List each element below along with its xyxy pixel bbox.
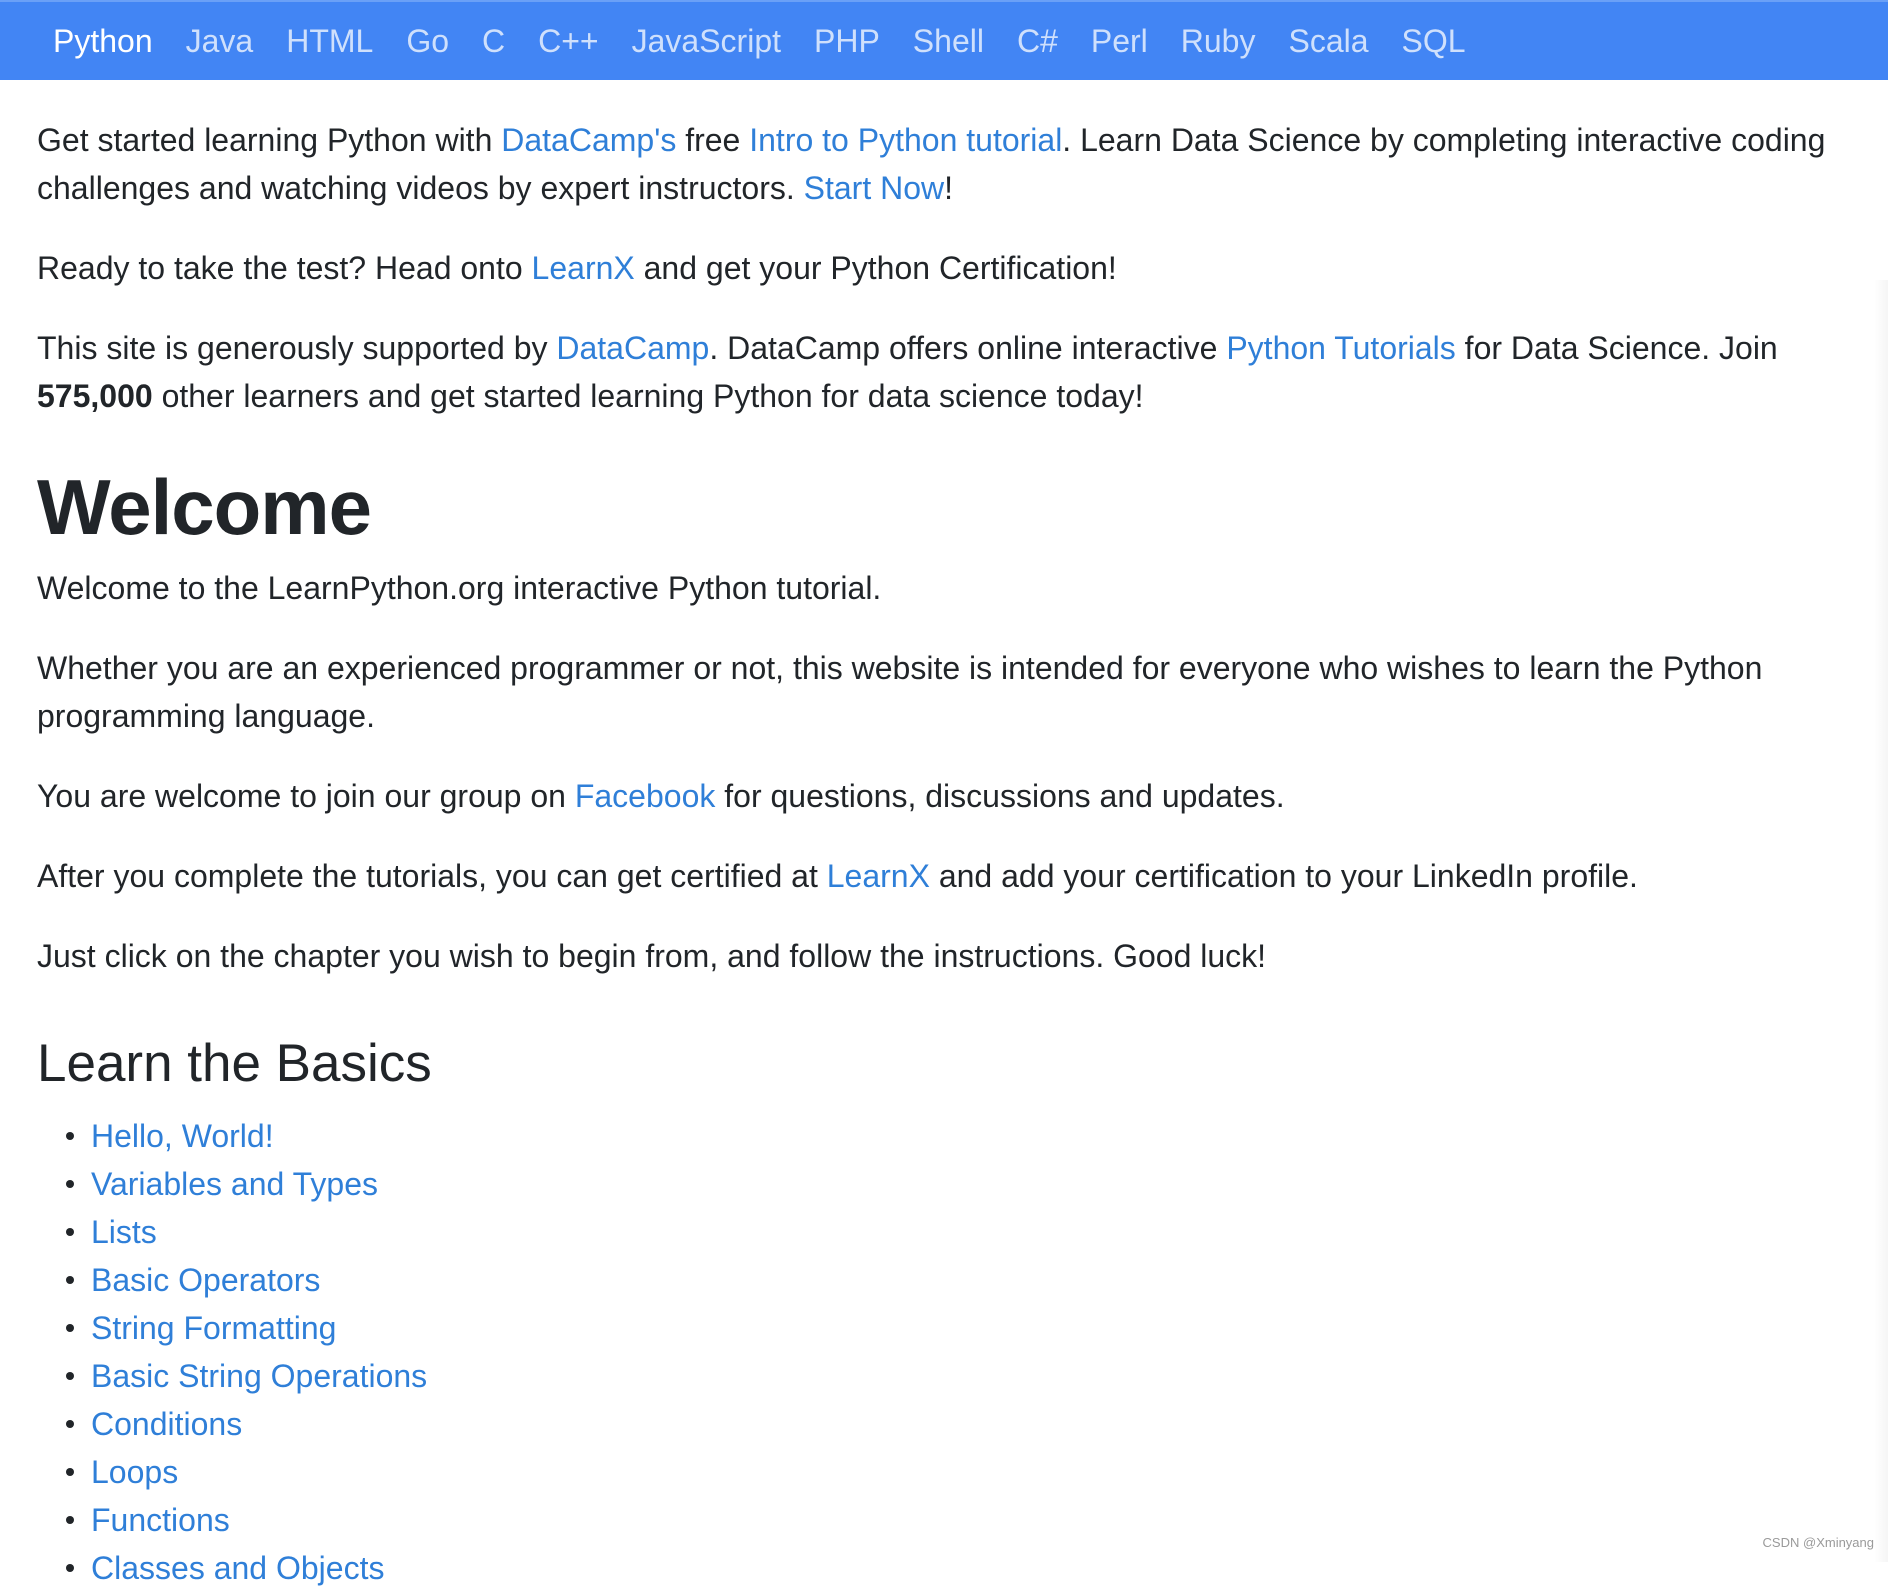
chapter-link-classes-and-objects[interactable]: Classes and Objects xyxy=(91,1550,385,1586)
top-navbar xyxy=(0,0,1888,80)
nav-item-csharp[interactable]: C# xyxy=(1016,22,1058,59)
bullet-icon xyxy=(66,1468,74,1476)
list-item xyxy=(91,1448,1867,1496)
facebook-paragraph: You are welcome to join our group on Facebook for questions, discussions and updates. xyxy=(37,778,1285,814)
bullet-icon xyxy=(66,1516,74,1524)
nav-item-scala[interactable]: Scala xyxy=(1288,22,1369,59)
list-item xyxy=(91,1208,1867,1256)
intro-paragraph-datacamp: Get started learning Python with DataCamp's free Intro to Python tutorial. Learn Data Science by completing interactive coding challenges and watching videos by expert instructors. Start Now! xyxy=(37,122,1826,206)
list-item xyxy=(91,1544,1867,1592)
instructions-paragraph: Just click on the chapter you wish to begin from, and follow the instructions. Good luck! xyxy=(37,938,1267,974)
watermark: CSDN @Xminyang xyxy=(1762,1535,1874,1550)
intro-to-python-tutorial-link[interactable]: Intro to Python tutorial xyxy=(749,122,1063,158)
list-item xyxy=(91,1160,1867,1208)
chapter-list xyxy=(37,1112,1867,1592)
intro-paragraph-certification: Ready to take the test? Head onto LearnX and get your Python Certification! xyxy=(37,250,1117,286)
nav-item-ruby[interactable]: Ruby xyxy=(1180,22,1256,59)
learn-basics-heading: Learn the Basics xyxy=(37,1034,432,1093)
learner-count: 575,000 xyxy=(37,378,153,414)
nav-item-java[interactable]: Java xyxy=(185,22,254,59)
chapter-link-hello-world[interactable]: Hello, World! xyxy=(91,1118,274,1154)
learnx-certification-link[interactable]: LearnX xyxy=(826,858,930,894)
list-item xyxy=(91,1304,1867,1352)
list-item xyxy=(91,1352,1867,1400)
nav-item-cpp[interactable]: C++ xyxy=(538,22,599,59)
nav-item-perl[interactable]: Perl xyxy=(1090,22,1148,59)
nav-item-go[interactable]: Go xyxy=(406,22,450,59)
nav-item-html[interactable]: HTML xyxy=(286,22,374,59)
chapter-link-basic-string-operations[interactable]: Basic String Operations xyxy=(91,1358,428,1394)
chapter-link-lists[interactable]: Lists xyxy=(91,1214,157,1250)
nav-item-javascript[interactable]: JavaScript xyxy=(631,22,781,59)
facebook-link[interactable]: Facebook xyxy=(574,778,716,814)
chapter-link-basic-operators[interactable]: Basic Operators xyxy=(91,1262,321,1298)
bullet-icon xyxy=(66,1420,74,1428)
nav-item-c[interactable]: C xyxy=(482,22,506,59)
python-tutorials-link[interactable]: Python Tutorials xyxy=(1226,330,1456,366)
main-content xyxy=(37,80,1867,1592)
datacamp-link[interactable]: DataCamp's xyxy=(501,122,677,158)
start-now-link[interactable]: Start Now xyxy=(803,170,945,206)
list-item xyxy=(91,1112,1867,1160)
nav-item-shell[interactable]: Shell xyxy=(912,22,984,59)
datacamp-sponsor-link[interactable]: DataCamp xyxy=(556,330,710,366)
nav-item-python[interactable]: Python xyxy=(53,22,153,59)
welcome-paragraph: Welcome to the LearnPython.org interactive Python tutorial. xyxy=(37,570,882,606)
audience-paragraph: Whether you are an experienced programmer or not, this website is intended for everyone who wishes to learn the Python programming language. xyxy=(37,650,1763,734)
intro-paragraph-sponsor: This site is generously supported by DataCamp. DataCamp offers online interactive Python Tutorials for Data Science. Join 575,000 other learners and get started learning Python for data science today! xyxy=(37,330,1778,414)
bullet-icon xyxy=(66,1372,74,1380)
list-item xyxy=(91,1400,1867,1448)
chapter-link-conditions[interactable]: Conditions xyxy=(91,1406,243,1442)
chapter-link-variables-and-types[interactable]: Variables and Types xyxy=(91,1166,378,1202)
bullet-icon xyxy=(66,1564,74,1572)
welcome-heading: Welcome xyxy=(37,463,372,551)
nav-item-sql[interactable]: SQL xyxy=(1401,22,1466,59)
page-edge-shadow xyxy=(1874,280,1888,1562)
bullet-icon xyxy=(66,1228,74,1236)
chapter-link-loops[interactable]: Loops xyxy=(91,1454,179,1490)
list-item xyxy=(91,1496,1867,1544)
bullet-icon xyxy=(66,1324,74,1332)
learnx-link[interactable]: LearnX xyxy=(531,250,635,286)
nav-item-php[interactable]: PHP xyxy=(814,22,880,59)
bullet-icon xyxy=(66,1180,74,1188)
bullet-icon xyxy=(66,1132,74,1140)
certification-paragraph: After you complete the tutorials, you can get certified at LearnX and add your certification to your LinkedIn profile. xyxy=(37,858,1638,894)
bullet-icon xyxy=(66,1276,74,1284)
chapter-link-functions[interactable]: Functions xyxy=(91,1502,230,1538)
chapter-link-string-formatting[interactable]: String Formatting xyxy=(91,1310,337,1346)
list-item xyxy=(91,1256,1867,1304)
